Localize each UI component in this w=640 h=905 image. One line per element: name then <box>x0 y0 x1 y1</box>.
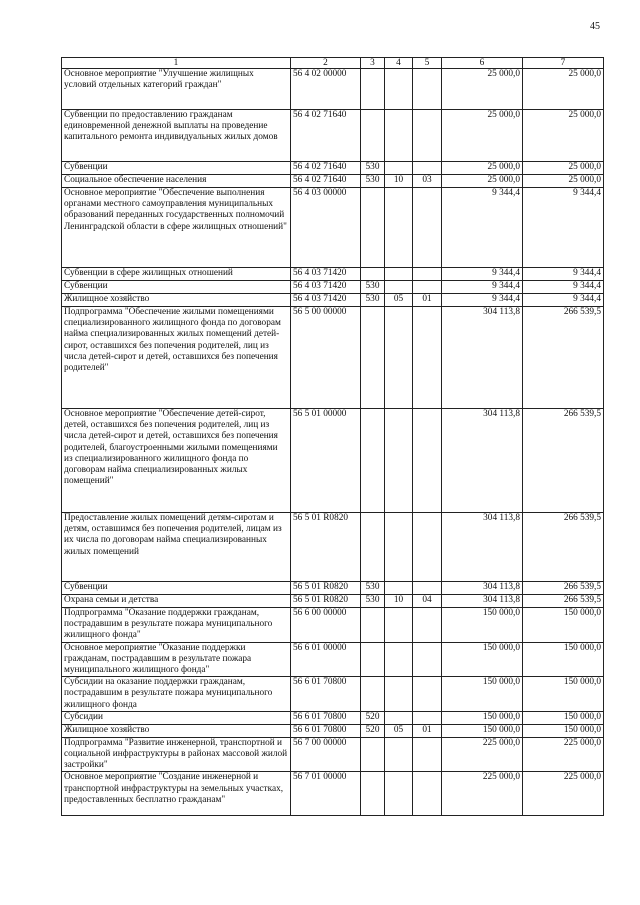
row-subsection <box>413 642 442 677</box>
budget-table <box>61 57 604 816</box>
row-name: Основное мероприятие "Обеспечение детей-сирот, детей, оставшихся без попечения родителей, лиц из числа детей-сирот и детей, оставшихся без попечения родителей, благоустроенными жилыми помещениями из специализированного жилищного фонда по договорам найма специализированных жилых помещений" <box>62 409 291 513</box>
row-subsection <box>413 582 442 595</box>
row-amount-year-2: 150 000,0 <box>523 711 604 724</box>
row-section <box>385 737 413 772</box>
row-name: Субвенции по предоставлению гражданам единовременной денежной выплаты на проведение капитального ремонта индивидуальных жилых домов <box>62 110 291 162</box>
row-name: Субсидии <box>62 711 291 724</box>
row-section <box>385 268 413 281</box>
row-code: 56 4 03 71420 <box>291 294 361 307</box>
row-amount-year-2: 9 344,4 <box>523 281 604 294</box>
row-amount-year-1: 25 000,0 <box>442 162 523 175</box>
row-subsection: 03 <box>413 175 442 188</box>
column-header: 4 <box>385 58 413 69</box>
row-expense-type: 530 <box>361 595 385 608</box>
row-subsection <box>413 677 442 712</box>
row-expense-type <box>361 608 385 643</box>
row-section <box>385 162 413 175</box>
row-expense-type <box>361 513 385 582</box>
row-expense-type: 520 <box>361 724 385 737</box>
row-expense-type <box>361 772 385 816</box>
row-code: 56 6 01 70800 <box>291 711 361 724</box>
row-amount-year-2: 266 539,5 <box>523 513 604 582</box>
row-expense-type <box>361 69 385 110</box>
row-amount-year-1: 304 113,8 <box>442 409 523 513</box>
row-subsection <box>413 737 442 772</box>
row-subsection: 04 <box>413 595 442 608</box>
row-name: Основное мероприятие "Создание инженерной и транспортной инфраструктуры на земельных участках, предоставленных бесплатно гражданам" <box>62 772 291 816</box>
row-name: Субсидии на оказание поддержки гражданам, пострадавшим в результате пожара муниципального жилищного фонда <box>62 677 291 712</box>
row-section: 10 <box>385 175 413 188</box>
row-name: Основное мероприятие "Оказание поддержки гражданам, пострадавшим в результате пожара муниципального жилищного фонда" <box>62 642 291 677</box>
row-amount-year-2: 9 344,4 <box>523 294 604 307</box>
row-name: Субвенции <box>62 582 291 595</box>
row-amount-year-1: 9 344,4 <box>442 294 523 307</box>
table-row <box>62 642 604 677</box>
row-section <box>385 69 413 110</box>
row-section <box>385 642 413 677</box>
row-section <box>385 188 413 268</box>
row-name: Предоставление жилых помещений детям-сиротам и детям, оставшимся без попечения родителей, лицам из их числа по договорам найма специализированных жилых помещений <box>62 513 291 582</box>
row-code: 56 6 01 00000 <box>291 642 361 677</box>
table-row <box>62 110 604 162</box>
row-subsection <box>413 608 442 643</box>
row-code: 56 5 00 00000 <box>291 307 361 409</box>
column-header: 2 <box>291 58 361 69</box>
row-code: 56 6 00 00000 <box>291 608 361 643</box>
row-section <box>385 677 413 712</box>
row-amount-year-1: 304 113,8 <box>442 582 523 595</box>
row-amount-year-2: 266 539,5 <box>523 582 604 595</box>
row-expense-type <box>361 188 385 268</box>
row-expense-type: 530 <box>361 582 385 595</box>
row-name: Социальное обеспечение населения <box>62 175 291 188</box>
table-row <box>62 409 604 513</box>
row-section: 05 <box>385 724 413 737</box>
table-row <box>62 162 604 175</box>
row-code: 56 4 02 71640 <box>291 110 361 162</box>
row-amount-year-1: 150 000,0 <box>442 677 523 712</box>
row-subsection <box>413 711 442 724</box>
row-name: Жилищное хозяйство <box>62 294 291 307</box>
row-amount-year-1: 9 344,4 <box>442 268 523 281</box>
row-code: 56 5 01 R0820 <box>291 582 361 595</box>
row-amount-year-2: 225 000,0 <box>523 772 604 816</box>
row-name: Подпрограмма "Развитие инженерной, транспортной и социальной инфраструктуры в районах массовой жилой застройки" <box>62 737 291 772</box>
row-subsection <box>413 281 442 294</box>
table-row <box>62 307 604 409</box>
row-subsection <box>413 513 442 582</box>
row-amount-year-2: 266 539,5 <box>523 595 604 608</box>
row-amount-year-2: 25 000,0 <box>523 162 604 175</box>
row-expense-type <box>361 677 385 712</box>
page-number: 45 <box>590 21 600 32</box>
row-code: 56 4 02 71640 <box>291 162 361 175</box>
row-subsection <box>413 110 442 162</box>
row-section: 10 <box>385 595 413 608</box>
row-amount-year-2: 150 000,0 <box>523 642 604 677</box>
row-expense-type: 530 <box>361 281 385 294</box>
row-expense-type: 530 <box>361 175 385 188</box>
row-section <box>385 513 413 582</box>
table-row <box>62 737 604 772</box>
table-row <box>62 188 604 268</box>
row-code: 56 4 02 71640 <box>291 175 361 188</box>
row-amount-year-2: 150 000,0 <box>523 608 604 643</box>
row-code: 56 5 01 R0820 <box>291 513 361 582</box>
row-expense-type <box>361 737 385 772</box>
row-section <box>385 409 413 513</box>
table-row <box>62 772 604 816</box>
row-amount-year-1: 9 344,4 <box>442 188 523 268</box>
row-expense-type <box>361 307 385 409</box>
row-subsection <box>413 188 442 268</box>
row-expense-type <box>361 110 385 162</box>
table-row <box>62 724 604 737</box>
row-section <box>385 772 413 816</box>
table-row <box>62 175 604 188</box>
row-section <box>385 608 413 643</box>
row-amount-year-1: 25 000,0 <box>442 110 523 162</box>
row-code: 56 4 02 00000 <box>291 69 361 110</box>
row-amount-year-2: 9 344,4 <box>523 268 604 281</box>
row-amount-year-1: 304 113,8 <box>442 307 523 409</box>
row-code: 56 5 01 R0820 <box>291 595 361 608</box>
row-section <box>385 711 413 724</box>
row-amount-year-1: 150 000,0 <box>442 642 523 677</box>
row-amount-year-1: 225 000,0 <box>442 772 523 816</box>
column-header: 7 <box>523 58 604 69</box>
row-name: Подпрограмма "Оказание поддержки гражданам, пострадавшим в результате пожара муниципального жилищного фонда" <box>62 608 291 643</box>
row-amount-year-1: 9 344,4 <box>442 281 523 294</box>
row-section <box>385 281 413 294</box>
row-section <box>385 582 413 595</box>
row-amount-year-2: 25 000,0 <box>523 69 604 110</box>
row-expense-type <box>361 268 385 281</box>
row-amount-year-2: 266 539,5 <box>523 409 604 513</box>
row-amount-year-2: 25 000,0 <box>523 110 604 162</box>
row-section: 05 <box>385 294 413 307</box>
row-amount-year-1: 25 000,0 <box>442 69 523 110</box>
row-amount-year-1: 225 000,0 <box>442 737 523 772</box>
row-code: 56 4 03 00000 <box>291 188 361 268</box>
row-name: Субвенции <box>62 281 291 294</box>
table-row <box>62 513 604 582</box>
row-expense-type: 530 <box>361 162 385 175</box>
row-name: Охрана семьи и детства <box>62 595 291 608</box>
row-subsection <box>413 69 442 110</box>
row-code: 56 6 01 70800 <box>291 724 361 737</box>
row-amount-year-1: 150 000,0 <box>442 608 523 643</box>
row-code: 56 7 01 00000 <box>291 772 361 816</box>
column-header: 1 <box>62 58 291 69</box>
table-header-row <box>62 58 604 69</box>
row-code: 56 6 01 70800 <box>291 677 361 712</box>
row-section <box>385 307 413 409</box>
table-row <box>62 677 604 712</box>
row-code: 56 7 00 00000 <box>291 737 361 772</box>
row-subsection <box>413 409 442 513</box>
table-row <box>62 711 604 724</box>
row-amount-year-1: 150 000,0 <box>442 711 523 724</box>
table-row <box>62 69 604 110</box>
row-amount-year-2: 150 000,0 <box>523 677 604 712</box>
row-name: Подпрограмма "Обеспечение жилыми помещениями специализированного жилищного фонда по договорам найма специализированных жилых помещений детей-сирот, оставшихся без попечения родителей, лиц из числа детей-сирот и детей, оставшихся без попечения родителей" <box>62 307 291 409</box>
row-code: 56 4 03 71420 <box>291 268 361 281</box>
row-code: 56 5 01 00000 <box>291 409 361 513</box>
row-amount-year-2: 150 000,0 <box>523 724 604 737</box>
row-name: Субвенции в сфере жилищных отношений <box>62 268 291 281</box>
row-expense-type: 530 <box>361 294 385 307</box>
row-subsection <box>413 772 442 816</box>
row-expense-type: 520 <box>361 711 385 724</box>
column-header: 6 <box>442 58 523 69</box>
table-row <box>62 608 604 643</box>
row-subsection <box>413 307 442 409</box>
row-subsection: 01 <box>413 294 442 307</box>
row-subsection <box>413 162 442 175</box>
row-amount-year-2: 25 000,0 <box>523 175 604 188</box>
row-code: 56 4 03 71420 <box>291 281 361 294</box>
table-row <box>62 268 604 281</box>
row-name: Жилищное хозяйство <box>62 724 291 737</box>
table-row <box>62 595 604 608</box>
row-expense-type <box>361 642 385 677</box>
table-row <box>62 582 604 595</box>
row-amount-year-2: 9 344,4 <box>523 188 604 268</box>
row-amount-year-1: 150 000,0 <box>442 724 523 737</box>
column-header: 3 <box>361 58 385 69</box>
row-amount-year-2: 266 539,5 <box>523 307 604 409</box>
row-name: Основное мероприятие "Обеспечение выполнения органами местного самоуправления муниципальных образований переданных государственных полномочий Ленинградской области в сфере жилищных отношений" <box>62 188 291 268</box>
row-amount-year-1: 304 113,8 <box>442 513 523 582</box>
row-subsection: 01 <box>413 724 442 737</box>
row-amount-year-2: 225 000,0 <box>523 737 604 772</box>
row-amount-year-1: 25 000,0 <box>442 175 523 188</box>
row-name: Основное мероприятие "Улучшение жилищных условий отдельных категорий граждан" <box>62 69 291 110</box>
column-header: 5 <box>413 58 442 69</box>
row-amount-year-1: 304 113,8 <box>442 595 523 608</box>
row-name: Субвенции <box>62 162 291 175</box>
table-row <box>62 294 604 307</box>
table-row <box>62 281 604 294</box>
row-subsection <box>413 268 442 281</box>
row-section <box>385 110 413 162</box>
row-expense-type <box>361 409 385 513</box>
